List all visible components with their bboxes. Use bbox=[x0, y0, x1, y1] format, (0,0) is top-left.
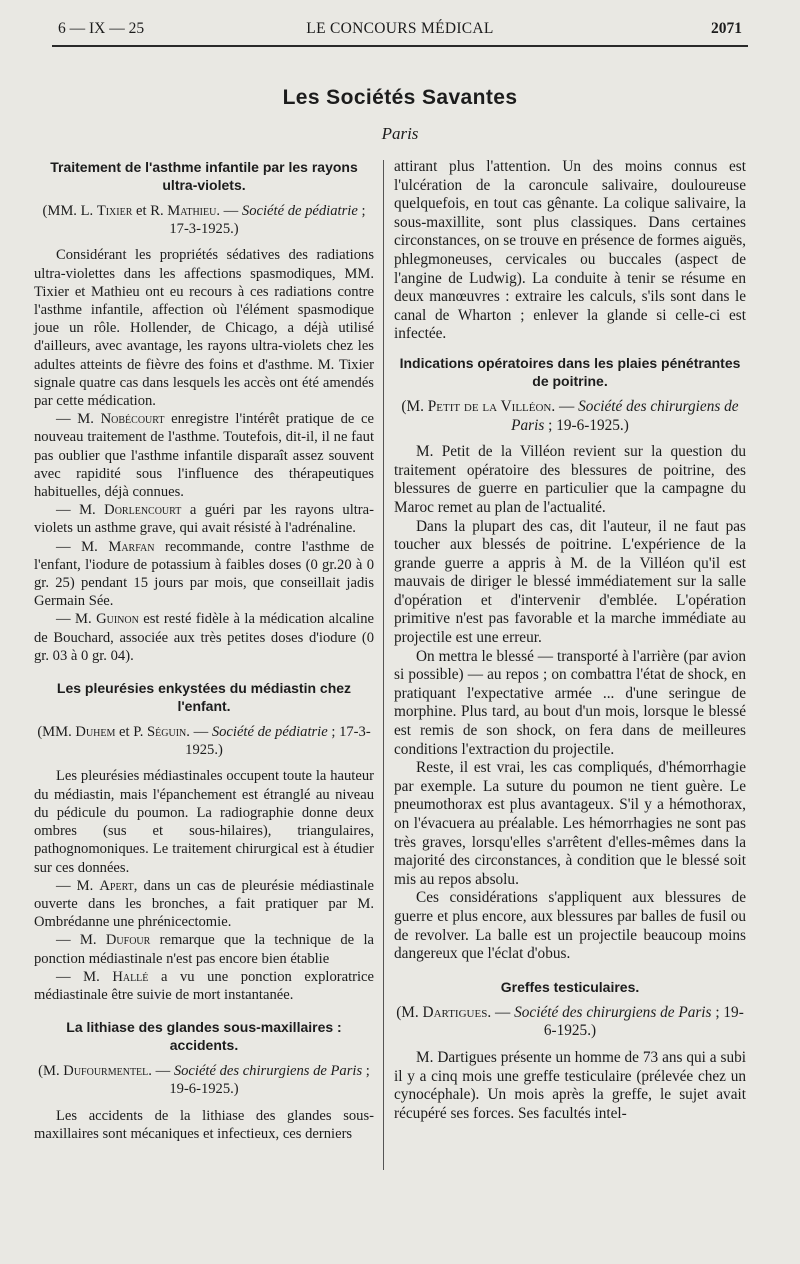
author-name: Duhem bbox=[75, 724, 116, 741]
section-heading-pleuresies: Les pleurésies enkystées du médiastin chez l'enfant. bbox=[56, 680, 352, 715]
paragraph-text: — M. bbox=[56, 611, 97, 628]
paragraph-text: , dans un cas de pleurésie médiastinale ouverte dans les bronches, a fait pratiquer par M. Ombrédanne une phrénicectomie. bbox=[34, 877, 374, 931]
section-citation-greffes bbox=[394, 1004, 746, 1041]
citation-text: (M. bbox=[401, 397, 428, 415]
citation-date: ; 17-3-1925.) bbox=[185, 724, 371, 759]
section-heading-plaies-poitrine: Indications opératoires dans les plaies pénétrantes de poitrine. bbox=[399, 354, 741, 389]
author-name: Guinon bbox=[96, 611, 139, 628]
paragraph bbox=[34, 877, 374, 932]
paragraph: Les pleurésies médiastinales occupent toute la hauteur du médiastin, mais l'épanchement est étranglé au niveau du pédicule du poumon. La radiographie donne deux ombres (sus et sous-hilaires), triangulaires, pathognomoniques. Le traitement chirurgical est à étudier sur ces données. bbox=[34, 768, 374, 876]
left-column bbox=[34, 158, 374, 1143]
citation-text: et R. bbox=[132, 203, 168, 219]
author-name: Petit de la Villéon bbox=[427, 397, 552, 415]
section-citation-plaies-poitrine bbox=[394, 398, 746, 435]
paragraph: M. Dartigues présente un homme de 73 ans qui a subi il y a cinq mois une greffe testiculaire (prélevée chez un cynocéphale). Un mois après la greffe, le sujet avait récupéré ses forces. Ses facultés intel- bbox=[394, 1048, 746, 1122]
author-name: Apert bbox=[99, 877, 134, 894]
paragraph-text: — M. bbox=[56, 877, 100, 894]
citation-date: ; 19-6-1925.) bbox=[169, 1063, 370, 1098]
right-column bbox=[394, 158, 746, 1123]
paragraph-text: — M. bbox=[56, 502, 105, 519]
running-header bbox=[58, 20, 742, 42]
author-name: Dufourmentel bbox=[63, 1063, 149, 1080]
society-name: Société de pédiatrie bbox=[211, 724, 328, 741]
paragraph bbox=[34, 501, 374, 537]
author-name: Mathieu bbox=[167, 203, 217, 219]
spacer bbox=[394, 964, 746, 978]
author-name: Dorlencourt bbox=[104, 502, 182, 519]
citation-text: . — bbox=[216, 203, 242, 219]
section-citation-pleuresies bbox=[34, 723, 374, 759]
author-name: Hallé bbox=[112, 968, 149, 985]
paragraph-text: — M. bbox=[56, 411, 101, 428]
spacer bbox=[34, 1004, 374, 1018]
citation-text: (M. bbox=[396, 1003, 423, 1021]
paragraph-text: — M. bbox=[56, 968, 113, 985]
paragraph bbox=[34, 410, 374, 501]
citation-text: . — bbox=[186, 724, 212, 741]
citation-text: . — bbox=[487, 1003, 515, 1021]
paragraph: On mettra le blessé — transporté à l'arrière (par avion si possible) — au repos ; on combattra l'état de shock, en pratiquant l'expectative armée ... d'une seringue de morphine. Plus tard, au bout d'un mois, lorsque le blessé est remis de son shock, on fera dans de meilleures conditions l'extraction du projectile. bbox=[394, 647, 746, 758]
paragraph: Reste, il est vrai, les cas compliqués, d'hémorrhagie par exemple. La suture du poumon ne tient guère. Le pneumothorax est plus avantageux. S'il y a hémothorax, on l'évacuera au préalable. Les hémorrhagies ne sont pas très graves, lorsqu'elles s'arrêtent d'elles-mêmes dans la majorité des circonstances, à condition que le blessé soit mis au repos absolu. bbox=[394, 759, 746, 888]
society-name: Société des chirurgiens de Paris bbox=[511, 397, 739, 434]
paragraph bbox=[34, 538, 374, 611]
society-name: Société des chirurgiens de Paris bbox=[173, 1063, 363, 1080]
author-name: Dufour bbox=[105, 932, 151, 949]
paragraph-text: est resté fidèle à la médication alcaline de Bouchard, associée aux très petites doses d'iodure (0 gr. 03 à 0 gr. 04). bbox=[34, 611, 375, 664]
society-name: Société de pédiatrie bbox=[241, 203, 358, 219]
section-citation-lithiase bbox=[34, 1062, 374, 1098]
citation-text: et P. bbox=[115, 724, 148, 741]
paragraph: M. Petit de la Villéon revient sur la question du traitement opératoire des blessures de poitrine, des blessures de guerre en particulier que la campagne du Maroc remet au plan de l'actualité. bbox=[394, 443, 746, 516]
paragraph: Les accidents de la lithiase des glandes sous-maxillaires sont mécaniques et infectieux, ces derniers bbox=[34, 1107, 374, 1142]
society-name: Société des chirurgiens de Paris bbox=[514, 1003, 712, 1021]
paragraph bbox=[34, 610, 374, 665]
section-citation-asthme bbox=[34, 202, 374, 238]
paragraph-text: a vu une ponction exploratrice médiastinale être suivie de mort instantanée. bbox=[34, 968, 375, 1003]
paragraph: Ces considérations s'appliquent aux blessures de guerre et plus encore, aux blessures par balles de fusil ou de revolver. La balle est un projectile beaucoup moins dangereux que l'éclat d'obus. bbox=[394, 889, 746, 963]
header-journal-name: LE CONCOURS MÉDICAL bbox=[306, 20, 494, 37]
paragraph bbox=[34, 968, 374, 1004]
paragraph-text: — M. bbox=[56, 538, 109, 555]
paragraph: Considérant les propriétés sédatives des radiations ultra-violettes dans les affections spasmodiques, MM. Tixier et Mathieu ont eu recours à ces radiations contre l'asthme infantile, affection où l'élément spasmodique joue un rôle. Hollender, de Chicago, a déjà utilisé d'ailleurs, avec avantage, les rayons ultra-violets chez les adultes atteints de fièvre des foins et d'asthme. M. Tixier signale quatre cas dans lesquels les accès ont été amendés par cette médication. bbox=[34, 247, 374, 410]
section-heading-asthme: Traitement de l'asthme infantile par les rayons ultra-violets. bbox=[50, 159, 358, 193]
citation-date: ; 19-6-1925.) bbox=[544, 416, 629, 434]
author-name: Dartigues bbox=[422, 1003, 488, 1021]
paragraph: attirant plus l'attention. Un des moins connus est l'ulcération de la caroncule salivaire, douloureuse quelquefois, en tout cas gênante. La colique salivaire, la sous-maxillite, sont plus classiques. Dans certaines circonstances, on se trouve en présence de formes aiguës, phlegmoneuses, cervicales ou buccales (aspect de l'angine de Ludwig). La conduite à tenir se résume en deux manœuvres : extraire les calculs, s'ils sont dans le canal de Wharton ; enlever la glande si celle-ci est infectée. bbox=[394, 158, 746, 343]
header-rule bbox=[52, 45, 748, 47]
spacer bbox=[394, 344, 746, 354]
header-page-number: 2071 bbox=[711, 20, 742, 37]
paragraph-text: remarque que la technique de la ponction médiastinale n'est pas encore bien établie bbox=[34, 932, 374, 967]
section-heading-lithiase: La lithiase des glandes sous-maxillaires : accidents. bbox=[66, 1019, 342, 1054]
author-name: Nobécourt bbox=[100, 411, 165, 428]
column-separator bbox=[383, 160, 384, 1170]
citation-text: . — bbox=[551, 397, 579, 415]
citation-date: ; 19-6-1925.) bbox=[543, 1003, 744, 1040]
author-name: Séguin bbox=[147, 724, 187, 741]
paragraph-text: a guéri par les rayons ultra-violets un asthme grave, qui avait résisté à l'adrénaline. bbox=[34, 502, 374, 537]
page-subtitle: Paris bbox=[381, 124, 419, 143]
spacer bbox=[34, 665, 374, 679]
citation-date: ; 17-3-1925.) bbox=[169, 203, 366, 238]
section-heading-greffes: Greffes testiculaires. bbox=[500, 978, 640, 995]
paragraph-text: recommande, contre l'asthme de l'enfant, l'iodure de potassium à faibles doses (0 gr.20 à 0 gr. 25) pendant 15 jours par mois, que conseillait jadis Germain Sée. bbox=[34, 538, 374, 610]
citation-text: (MM. L. bbox=[42, 203, 97, 219]
header-date: 6 — IX — 25 bbox=[58, 20, 145, 37]
page-title: Les Sociétés Savantes bbox=[282, 86, 518, 109]
citation-text: (MM. bbox=[37, 724, 76, 741]
author-name: Tixier bbox=[96, 203, 133, 219]
citation-text: (M. bbox=[38, 1063, 64, 1080]
paragraph-text: enregistre l'intérêt pratique de ce nouveau traitement de l'asthme. Toutefois, dit-il, il ne faut pas oublier que l'asthme infantile disparaît assez souvent avec rapidité sous l'influence des thérapeutiques habituelles, déjà connues. bbox=[34, 411, 375, 501]
author-name: Marfan bbox=[108, 538, 155, 555]
paragraph-text: — M. bbox=[56, 932, 106, 949]
paragraph bbox=[34, 931, 374, 967]
paragraph: Dans la plupart des cas, dit l'auteur, il ne faut pas toucher aux blessés de poitrine. L'expérience de la grande guerre a appris à M. de la Villéon qu'il est mauvais de diriger le blessé immédiatement sur la salle d'opération et d'intervenir d'emblée. L'opération primitive n'est pas favorable et la marche immédiate au projectile est une erreur. bbox=[394, 517, 746, 647]
citation-text: . — bbox=[148, 1063, 174, 1080]
